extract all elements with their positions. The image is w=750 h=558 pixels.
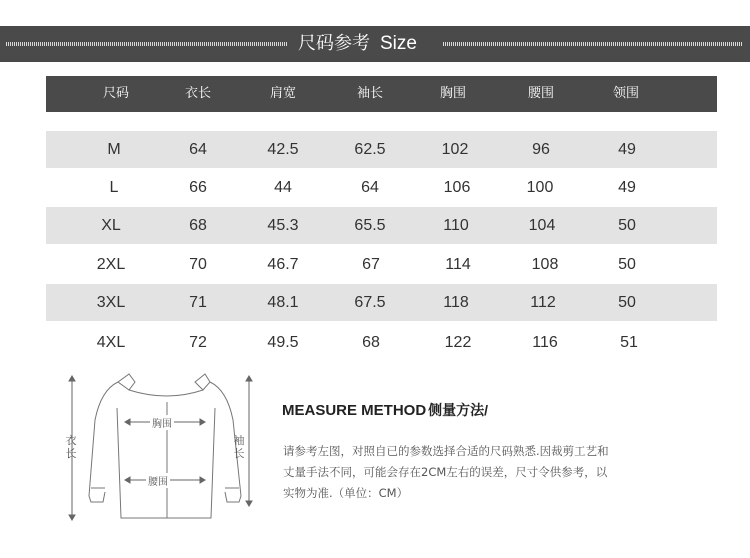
- cell-sleeve: 62.5: [354, 141, 386, 158]
- cell-shoulder: 44: [274, 179, 292, 196]
- cell-chest: 122: [444, 334, 472, 351]
- cell-length: 70: [189, 256, 207, 273]
- header-sleeve: 袖长: [356, 86, 383, 101]
- cell-length: 66: [189, 179, 207, 196]
- cell-shoulder: 46.7: [267, 256, 299, 273]
- table-row: [46, 284, 717, 321]
- cell-length: 64: [189, 141, 207, 158]
- description-line: 请参考左图，对照自已的参数选择合适的尺码熟悉.因裁剪工艺和: [283, 444, 609, 458]
- cell-waist: 104: [528, 217, 556, 234]
- cell-length: 68: [189, 217, 207, 234]
- cell-sleeve: 64: [361, 179, 379, 196]
- title-dots-left: [6, 42, 288, 46]
- cell-size: 2XL: [96, 256, 126, 273]
- cell-neck: 49: [618, 179, 636, 196]
- header-length: 衣长: [184, 86, 211, 101]
- table-header: [46, 76, 717, 112]
- measure-method-title-cn: 侧量方法/: [428, 402, 489, 418]
- header-shoulder: 肩宽: [269, 86, 296, 101]
- cell-size: L: [109, 179, 119, 196]
- cell-sleeve: 65.5: [354, 217, 386, 234]
- table-row: [46, 207, 717, 244]
- measure-method-title: [282, 400, 488, 420]
- cell-length: 72: [189, 334, 207, 351]
- table-row: [46, 131, 717, 168]
- table-row: [46, 169, 717, 206]
- cell-length: 71: [189, 294, 207, 311]
- cell-neck: 51: [620, 334, 638, 351]
- cell-chest: 110: [443, 217, 469, 234]
- description-line: 实物为准.（单位：CM）: [283, 486, 409, 500]
- size-title-en: Size: [380, 33, 417, 54]
- cell-chest: 106: [443, 179, 471, 196]
- cell-size: M: [107, 141, 121, 158]
- title-dots-right: [443, 42, 743, 46]
- cell-shoulder: 42.5: [267, 141, 299, 158]
- cell-chest: 114: [445, 256, 471, 273]
- cell-size: 3XL: [96, 294, 126, 311]
- cell-sleeve: 67: [362, 256, 380, 273]
- cell-chest: 102: [441, 141, 469, 158]
- table-row: [46, 324, 717, 361]
- cell-neck: 50: [618, 217, 636, 234]
- cell-waist: 100: [526, 179, 554, 196]
- cell-shoulder: 45.3: [267, 217, 299, 234]
- waist-label: 腰围: [146, 473, 170, 488]
- title-bar: [0, 26, 750, 62]
- cell-neck: 50: [618, 294, 636, 311]
- cell-size: 4XL: [96, 334, 126, 351]
- header-waist: 腰围: [527, 86, 554, 101]
- length-label: 衣长: [65, 434, 77, 460]
- cell-waist: 108: [531, 256, 559, 273]
- header-size: 尺码: [102, 86, 129, 101]
- cell-sleeve: 67.5: [354, 294, 386, 311]
- cell-neck: 49: [618, 141, 636, 158]
- cell-waist: 112: [530, 294, 556, 311]
- cell-waist: 116: [532, 334, 558, 351]
- chest-label: 胸围: [150, 415, 174, 430]
- size-title-cn: 尺码参考: [298, 33, 370, 54]
- description-line: 丈量手法不同，可能会存在2CM左右的误差，尺寸令供参考，以: [283, 465, 608, 479]
- cell-sleeve: 68: [362, 334, 380, 351]
- table-row: [46, 246, 717, 283]
- header-chest: 胸围: [439, 86, 466, 101]
- measure-method-title-en: MEASURE METHOD: [282, 402, 427, 419]
- cell-size: XL: [101, 217, 121, 234]
- header-neck: 领围: [612, 86, 639, 101]
- cell-waist: 96: [532, 141, 550, 158]
- cell-shoulder: 49.5: [267, 334, 299, 351]
- shirt-measure-diagram: [55, 368, 265, 528]
- cell-shoulder: 48.1: [267, 294, 299, 311]
- cell-neck: 50: [618, 256, 636, 273]
- measure-method-description: [283, 441, 643, 504]
- sleeve-label: 袖长: [233, 434, 245, 460]
- size-title: [298, 30, 417, 58]
- cell-chest: 118: [443, 294, 469, 311]
